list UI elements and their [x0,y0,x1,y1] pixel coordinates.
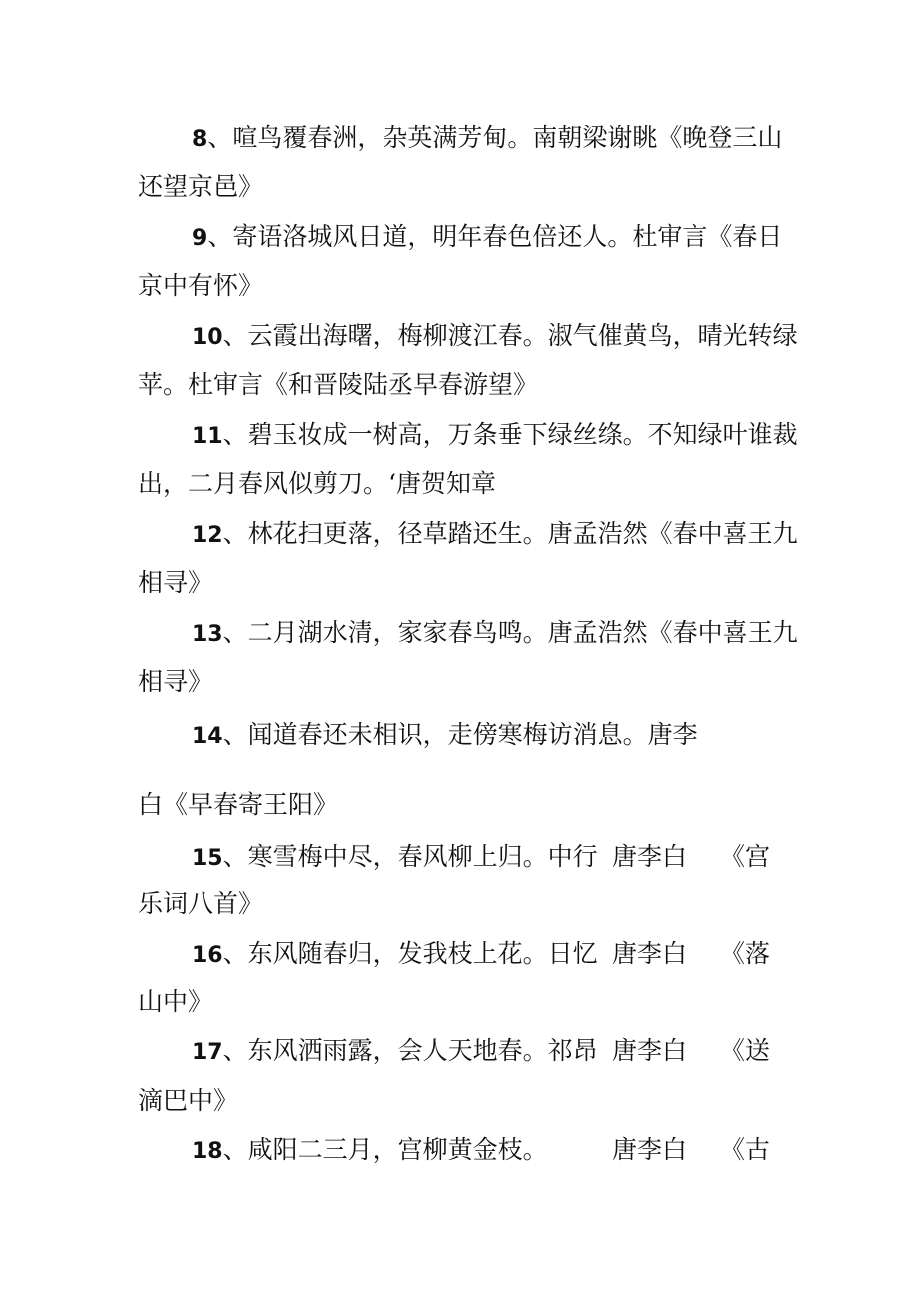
list-item [192,718,698,754]
list-item [192,1034,598,1070]
list-item [192,121,782,157]
item-title-start: 《宫 [720,842,771,871]
item-line: 、喧鸟覆春洲，杂英满芳甸。南朝梁谢眺《晚登三山 [207,123,783,152]
item-line: 、碧玉妆成一树高，万条垂下绿丝绦。不知绿叶谁裁 [222,420,798,449]
item-line: 、东风洒雨露，会人天地春。祁昂 [222,1036,598,1065]
item-continuation: 乐词八首》 [138,889,264,918]
item-number: 8 [192,127,208,152]
item-number: 12 [192,523,223,548]
item-line: 、寄语洛城风日道，明年春色倍还人。杜审言《春日 [207,222,783,251]
item-line: 、二月湖水清，家家春鸟鸣。唐孟浩然《春中喜王九 [222,618,798,647]
item-number: 13 [192,622,223,647]
list-item [192,517,798,553]
item-author: 唐李白 [612,1135,688,1164]
list-item [192,840,598,876]
list-item [192,319,798,355]
item-title-start: 《送 [720,1036,771,1065]
item-number: 17 [192,1040,223,1065]
item-continuation: 滴巴中》 [138,1086,239,1115]
item-number: 16 [192,943,223,968]
item-continuation: 相寻》 [138,667,214,696]
item-title-start: 《落 [720,939,771,968]
item-author: 唐李白 [612,1036,688,1065]
item-author: 唐李白 [612,939,688,968]
item-line: 、林花扫更落，径草踏还生。唐孟浩然《春中喜王九 [222,519,798,548]
item-line: 、寒雪梅中尽，春风柳上归。中行 [222,842,598,871]
item-continuation: 白《早春寄王阳》 [138,790,339,819]
item-continuation: 出，二月春风似剪刀。‘唐贺知章 [138,469,496,498]
item-continuation: 苹。杜审言《和晋陵陆丞早春游望》 [138,370,539,399]
list-item [192,1133,548,1169]
item-continuation: 相寻》 [138,568,214,597]
item-line: 、咸阳二三月，宫柳黄金枝。 [222,1135,548,1164]
item-number: 9 [192,226,208,251]
item-line: 、云霞出海曙，梅柳渡江春。淑气催黄鸟，晴光转绿 [222,321,798,350]
item-continuation: 山中》 [138,987,214,1016]
item-number: 15 [192,846,223,871]
item-continuation: 还望京邑》 [138,172,264,201]
item-line: 、东风随春归，发我枝上花。日忆 [222,939,598,968]
item-continuation: 京中有怀》 [138,271,264,300]
list-item [192,937,598,973]
item-number: 10 [192,325,223,350]
item-title-start: 《古 [720,1135,771,1164]
list-item [192,616,798,652]
item-number: 11 [192,424,223,449]
item-number: 14 [192,724,223,749]
item-number: 18 [192,1139,223,1164]
item-line: 、闻道春还未相识，走傍寒梅访消息。唐李 [222,720,698,749]
item-author: 唐李白 [612,842,688,871]
list-item [192,418,798,454]
list-item [192,220,782,256]
